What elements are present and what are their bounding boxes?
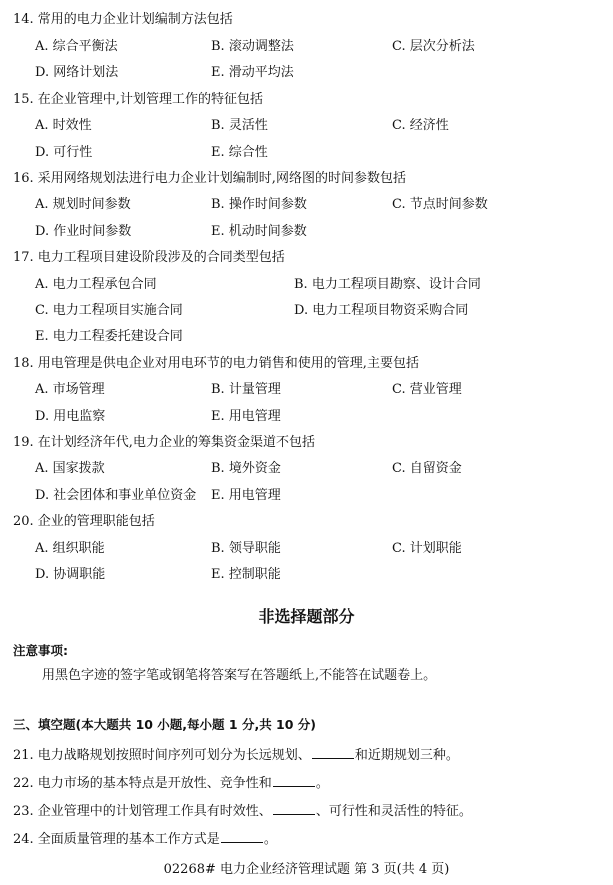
q17-option-e: E. 电力工程委托建设合同 [35,329,183,344]
q20-option-a: A. 组织职能 [35,541,105,556]
q15-option-b: B. 灵活性 [211,118,268,133]
q20-option-e: E. 控制职能 [211,567,281,582]
answer-blank [273,774,315,787]
q15-option-c: C. 经济性 [392,118,449,133]
q14-option-b: B. 滚动调整法 [211,39,294,54]
section-title: 非选择题部分 [258,607,355,626]
question-21 [13,746,459,764]
question-14-stem: 14. 常用的电力企业计划编制方法包括 [13,12,233,27]
q20-option-b: B. 领导职能 [211,541,281,556]
q18-option-e: E. 用电管理 [211,409,281,424]
q16-option-c: C. 节点时间参数 [392,197,488,212]
q16-option-b: B. 操作时间参数 [211,197,307,212]
q21-text-after: 和近期规划三种。 [354,748,459,763]
notice-text: 用黑色字迹的签字笔或钢笔将答案写在答题纸上,不能答在试题卷上。 [42,668,437,683]
q19-option-a: A. 国家拨款 [35,461,105,476]
question-22 [13,774,329,792]
question-18-stem: 18. 用电管理是供电企业对用电环节的电力销售和使用的管理,主要包括 [13,356,419,371]
q24-text-after: 。 [263,832,277,847]
part3-heading: 三、填空题(本大题共 10 小题,每小题 1 分,共 10 分) [13,717,317,732]
q18-option-c: C. 营业管理 [392,382,462,397]
q21-text-before: 21. 电力战略规划按照时间序列可划分为长远规划、 [13,748,311,763]
q19-option-b: B. 境外资金 [211,461,281,476]
q20-option-d: D. 协调职能 [35,567,106,582]
q15-option-e: E. 综合性 [211,145,268,160]
q15-option-d: D. 可行性 [35,145,93,160]
q17-option-a: A. 电力工程承包合同 [35,277,157,292]
q19-option-d: D. 社会团体和事业单位资金 [35,488,197,503]
q16-option-e: E. 机动时间参数 [211,224,307,239]
q16-option-a: A. 规划时间参数 [35,197,131,212]
q14-option-d: D. 网络计划法 [35,65,119,80]
q16-option-d: D. 作业时间参数 [35,224,132,239]
q14-option-a: A. 综合平衡法 [35,39,118,54]
q23-text-before: 23. 企业管理中的计划管理工作具有时效性、 [13,804,272,819]
question-20-stem: 20. 企业的管理职能包括 [13,514,155,529]
q18-option-a: A. 市场管理 [35,382,105,397]
q14-option-e: E. 滑动平均法 [211,65,294,80]
answer-blank [273,802,315,815]
q22-text-after: 。 [315,776,329,791]
q20-option-c: C. 计划职能 [392,541,462,556]
q19-option-e: E. 用电管理 [211,488,281,503]
q15-option-a: A. 时效性 [35,118,92,133]
q17-option-b: B. 电力工程项目勘察、设计合同 [294,277,481,292]
q18-option-b: B. 计量管理 [211,382,281,397]
question-16-stem: 16. 采用网络规划法进行电力企业计划编制时,网络图的时间参数包括 [13,171,406,186]
q23-text-after: 、可行性和灵活性的特征。 [315,804,472,819]
answer-blank [221,830,263,843]
question-24 [13,830,277,848]
q19-option-c: C. 自留资金 [392,461,462,476]
q24-text-before: 24. 全面质量管理的基本工作方式是 [13,832,220,847]
q22-text-before: 22. 电力市场的基本特点是开放性、竞争性和 [13,776,272,791]
question-17-stem: 17. 电力工程项目建设阶段涉及的合同类型包括 [13,250,285,265]
question-23 [13,802,472,820]
notice-heading: 注意事项: [13,643,68,658]
q14-option-c: C. 层次分析法 [392,39,475,54]
question-15-stem: 15. 在企业管理中,计划管理工作的特征包括 [13,92,263,107]
question-19-stem: 19. 在计划经济年代,电力企业的筹集资金渠道不包括 [13,435,315,450]
page-footer: 02268# 电力企业经济管理试题 第 3 页(共 4 页) [163,862,450,877]
q17-option-d: D. 电力工程项目物资采购合同 [294,303,469,318]
q18-option-d: D. 用电监察 [35,409,106,424]
q17-option-c: C. 电力工程项目实施合同 [35,303,183,318]
answer-blank [312,746,354,759]
